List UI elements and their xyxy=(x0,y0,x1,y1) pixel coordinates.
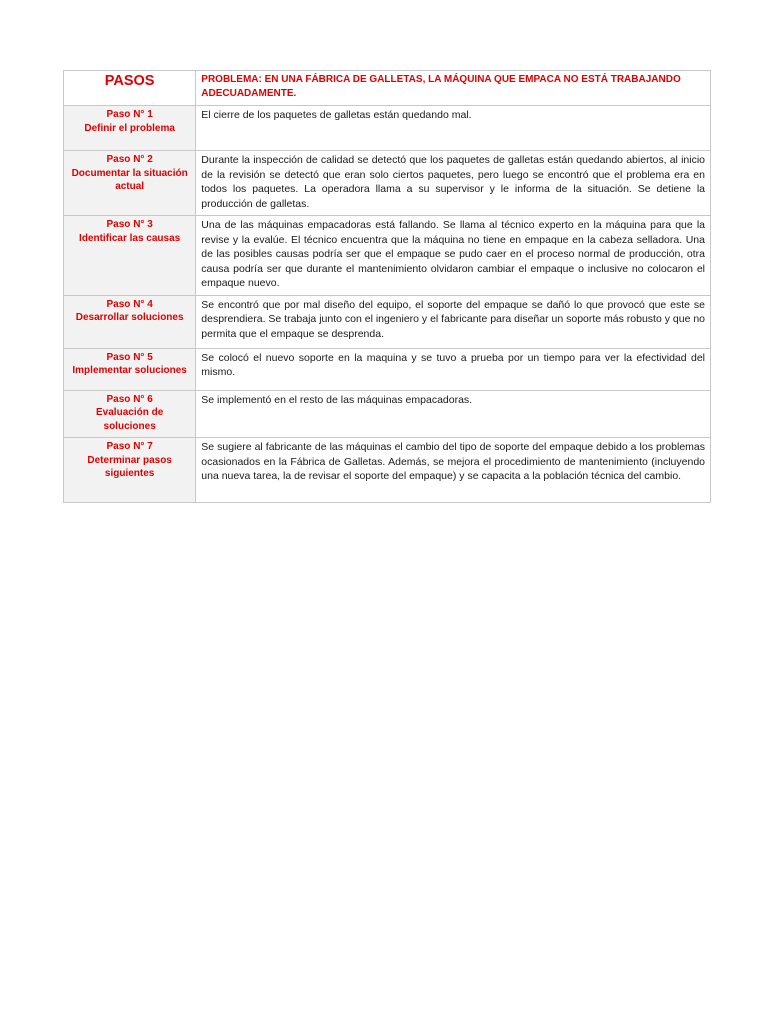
step-name: Evaluación de soluciones xyxy=(96,407,164,432)
step-description xyxy=(196,438,711,503)
step-number: Paso N° 2 xyxy=(106,154,153,165)
step-cell xyxy=(64,438,196,503)
steps-column-title: PASOS xyxy=(64,71,196,106)
step-number: Paso N° 6 xyxy=(106,393,153,405)
step-description-text: Una de las máquinas empacadoras está fallando. Se llama al técnico experto en la máquina para que la revise y la evalúe. El técnico encuentra que la máquina no tiene en empaque en la cabeza selladora. Una de las posibles causas podría ser que el empaque se pudo caer en el proceso normal de producción, otra causa podría ser que durante el mantenimiento olvidaron cambiar el empaque o inclusive no colocaron el empaque nuevo. xyxy=(201,219,705,289)
step-name: Desarrollar soluciones xyxy=(75,312,184,323)
table-row xyxy=(64,348,711,390)
step-description xyxy=(196,390,711,438)
step-number: Paso N° 3 xyxy=(106,219,153,230)
table-header-row xyxy=(64,71,711,106)
step-cell xyxy=(64,390,196,438)
step-description-text: Se encontró que por mal diseño del equipo, el soporte del empaque se dañó lo que provocó que este se desprendiera. Se trabaja junto con el ingeniero y el fabricante para diseñar un soporte más robusto y que no permita que el empaque se desprenda. xyxy=(201,298,706,340)
step-description xyxy=(196,295,711,348)
step-description-text: Se sugiere al fabricante de las máquinas el cambio del tipo de soporte del empaque debido a los problemas ocasionados en la Fábrica de Galletas. Además, se mejora el procedimiento de mantenimiento (incluyendo una nueva tarea, la de revisar el soporte del empaque) y se capacita a la población técnica del cambio. xyxy=(201,441,705,482)
problem-statement: PROBLEMA: EN UNA FÁBRICA DE GALLETAS, LA MÁQUINA QUE EMPACA NO ESTÁ TRABAJANDO ADECUADAMENTE. xyxy=(196,71,711,106)
table-row xyxy=(64,390,711,438)
step-description-text: Durante la inspección de calidad se detectó que los paquetes de galletas están quedando abiertos, al inicio de la revisión se detectó que eran solo ciertos paquetes, pero luego se encontró que el problema era en todos los paquetes. La operadora llama a su supervisor y le informa de la situación. Se detiene la producción de galletas. xyxy=(201,154,705,210)
step-description-text: Se implementó en el resto de las máquinas empacadoras. xyxy=(201,393,473,406)
table-row xyxy=(64,106,711,151)
step-description xyxy=(196,151,711,216)
step-name: Implementar soluciones xyxy=(72,365,187,376)
table-row xyxy=(64,216,711,296)
step-cell xyxy=(64,106,196,151)
table-row xyxy=(64,438,711,503)
table-row xyxy=(64,151,711,216)
step-description-text: Se colocó el nuevo soporte en la maquina y se tuvo a prueba por un tiempo para ver la efectividad del mismo. xyxy=(201,351,705,378)
step-name: Documentar la situación actual xyxy=(71,167,188,192)
step-description xyxy=(196,348,711,390)
step-description xyxy=(196,106,711,151)
step-name: Definir el problema xyxy=(84,122,175,134)
table-row xyxy=(64,295,711,348)
step-cell xyxy=(64,348,196,390)
step-cell xyxy=(64,216,196,296)
step-number: Paso N° 1 xyxy=(106,109,153,120)
step-name: Determinar pasos siguientes xyxy=(87,454,172,479)
step-cell xyxy=(64,151,196,216)
step-number: Paso N° 5 xyxy=(106,351,153,363)
step-cell xyxy=(64,295,196,348)
steps-table xyxy=(63,70,711,503)
step-description-text: El cierre de los paquetes de galletas están quedando mal. xyxy=(201,109,472,121)
step-number: Paso N° 4 xyxy=(106,298,153,310)
step-name: Identificar las causas xyxy=(79,232,181,244)
step-number: Paso N° 7 xyxy=(106,441,153,452)
step-description xyxy=(196,216,711,296)
